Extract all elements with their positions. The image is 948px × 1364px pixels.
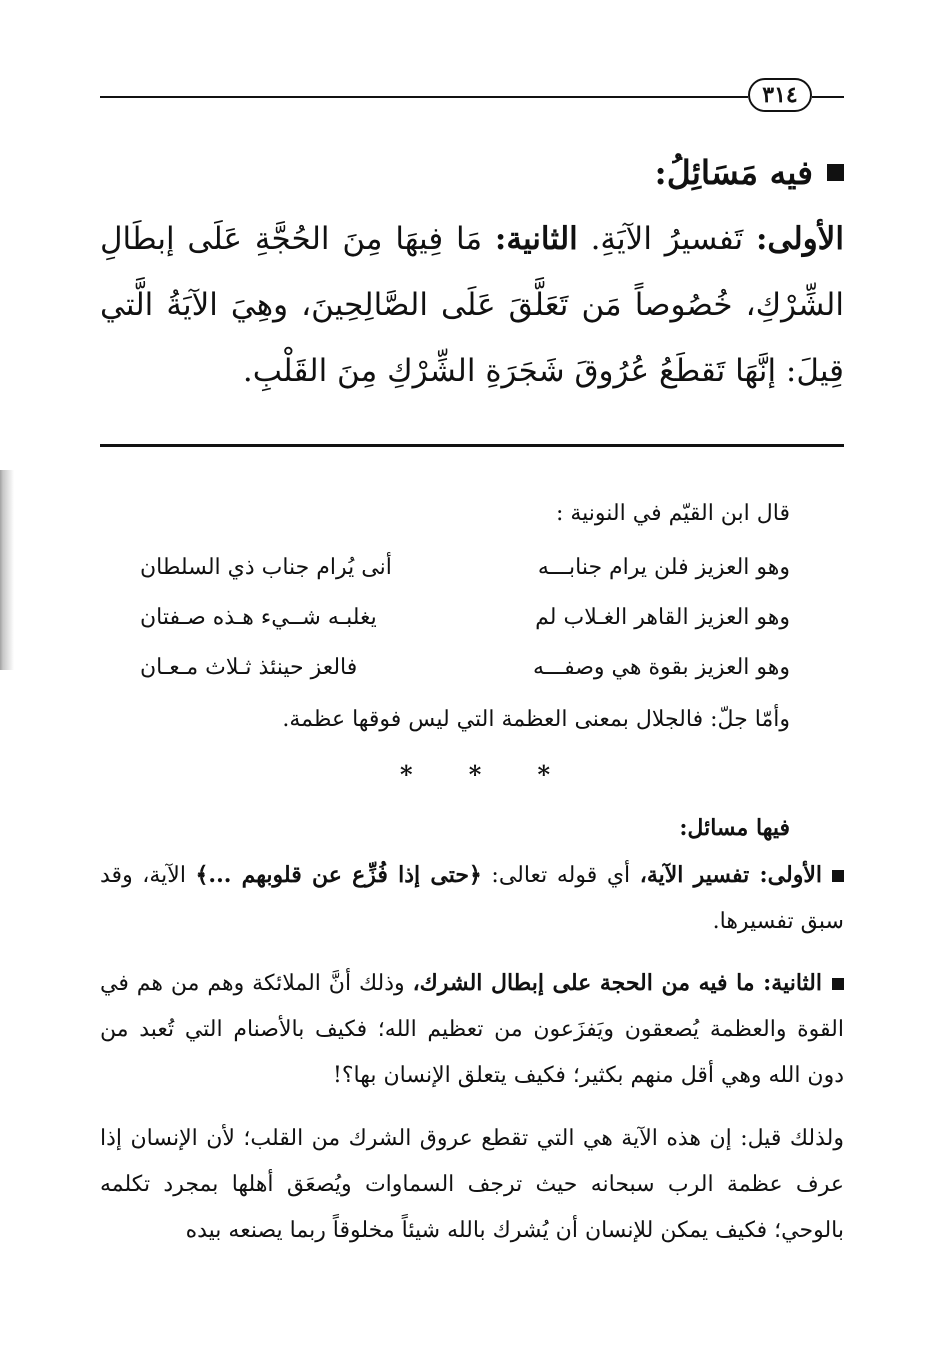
- star-mark: *: [468, 760, 482, 789]
- quran-quote: ﴿حتى إذا فُزِّع عن قلوبهم ...﴾: [195, 862, 482, 888]
- commentary-paragraph: ولذلك قيل: إن هذه الآية هي التي تقطع عروق الشرك من القلب؛ لأن الإنسان إذا عرف عظمة الرب سبحانه حيث ترجف السماوات ويُصعَق أهلها بمجرد تكلمه بالوحي؛ فكيف يمكن للإنسان أن يُشرك بالله شيئاً مخلوقاً ربما يصنعه بيده: [100, 1126, 844, 1243]
- issue-text: وذلك أنَّ الملائكة وهم من هم في القوة والعظمة يُصعقون ويَفزَعون من تعظيم الله؛ فكيف بالأصنام التي تُعبد من دون الله وهي أقل منهم بكثير؛ فكيف يتعلق الإنسان بها؟!: [100, 971, 844, 1088]
- header-rule: [100, 96, 748, 98]
- star-mark: *: [537, 760, 550, 789]
- issue-label: الأولى: تفسير الآية،: [639, 862, 822, 888]
- commentary-heading: فيها مسائل:: [679, 815, 790, 841]
- poem-verse: [140, 596, 790, 640]
- verse-first-half: وهو العزيز بقوة هي وصفـــه: [532, 655, 790, 680]
- commentary-paragraph: [100, 960, 844, 1099]
- issue-label: الأولى:: [755, 221, 844, 257]
- poem-verse: [140, 646, 790, 690]
- issue-label: الثانية:: [494, 221, 578, 257]
- issue-text: تَفسيرُ الآيَةِ.: [577, 221, 756, 257]
- verse-second-half: يغلبـه شــيء هـذه صـفتان: [140, 605, 377, 630]
- section-heading: [100, 146, 844, 198]
- verse-first-half: وهو العزيز فلن يرام جنابـــه: [537, 555, 790, 580]
- section-separator: [400, 760, 550, 790]
- commentary-paragraph: [100, 852, 844, 945]
- issue-text: مَا فِيهَا مِنَ الحُجَّةِ عَلَى إبطَالِ الشِّرْكِ، خُصُوصاً مَن تَعَلَّقَ عَلَى الصَّالِحِينَ، وهِيَ الآيَةُ الَّتي قِيلَ: إنَّهَا تَقطَعُ عُرُوقَ شَجَرَةِ الشِّرْكِ مِنَ القَلْبِ.: [100, 221, 844, 389]
- header-rule: [812, 96, 844, 98]
- square-bullet-icon: [832, 870, 844, 882]
- binding-shadow: [0, 470, 14, 670]
- square-bullet-icon: [832, 978, 844, 990]
- star-mark: *: [400, 760, 413, 789]
- issue-label: الثانية: ما فيه من الحجة على إبطال الشرك،: [412, 970, 822, 996]
- poem-closing: وأمّا جلّ: فالجلال بمعنى العظمة التي ليس فوقها عظمة.: [282, 707, 790, 732]
- commentary-divider: [100, 444, 844, 447]
- verse-first-half: وهو العزيز القاهر الغـلاب لم: [535, 605, 790, 630]
- section-heading-text: فيه مَسَائِلُ:: [654, 152, 813, 192]
- square-bullet-icon: [827, 164, 844, 181]
- page-number: ٣١٤: [748, 78, 812, 112]
- issue-text: الآية، وقد سبق تفسيرها.: [100, 863, 844, 934]
- issue-text: أي قوله تعالى:: [481, 863, 640, 888]
- main-paragraph: [100, 206, 844, 404]
- poem-verse: [140, 546, 790, 590]
- verse-second-half: أنى يُرام جناب ذي السلطان: [140, 555, 392, 580]
- verse-second-half: فالعز حينئذ ثـلاث مـعـان: [140, 655, 358, 680]
- poem-intro: قال ابن القيّم في النونية :: [555, 501, 790, 526]
